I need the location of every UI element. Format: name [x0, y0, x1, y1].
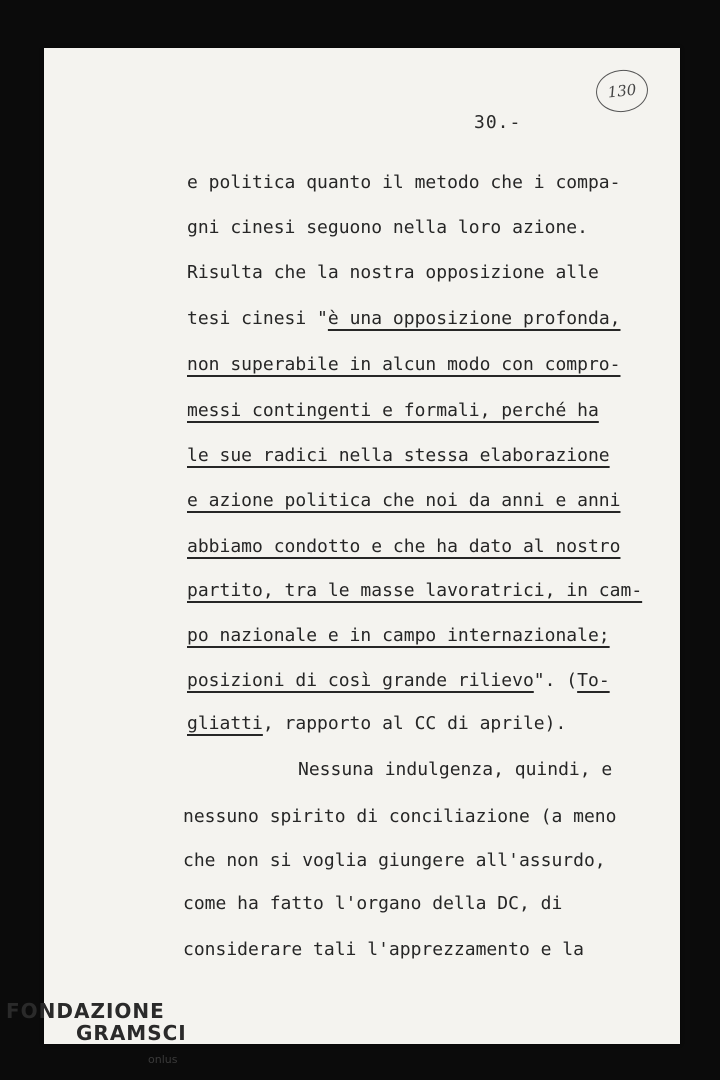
watermark-logo	[6, 1000, 187, 1044]
text-line	[183, 806, 616, 828]
text-segment: nessuno spirito di conciliazione (a meno	[183, 806, 617, 827]
text-line	[187, 580, 642, 602]
text-line	[187, 172, 620, 194]
text-segment: che non si voglia giungere all'assurdo,	[183, 850, 606, 871]
text-line	[183, 893, 562, 915]
underlined-text: To-	[577, 670, 610, 691]
text-line	[183, 850, 606, 872]
watermark-sub: onlus	[148, 1053, 178, 1066]
underlined-text: non superabile in alcun modo con compro-	[187, 354, 621, 375]
watermark-line2: GRAMSCI	[76, 1021, 187, 1045]
underlined-text: gliatti	[187, 713, 263, 734]
text-line	[187, 400, 599, 422]
text-line	[298, 759, 612, 781]
text-line	[187, 445, 610, 467]
page-number: 30.-	[474, 112, 522, 133]
text-line	[187, 713, 566, 735]
text-line	[187, 262, 599, 284]
text-segment: Risulta che la nostra opposizione alle	[187, 262, 599, 283]
watermark-line1: FONDAZIONE	[6, 999, 165, 1023]
text-line	[187, 308, 621, 330]
underlined-text: e azione politica che noi da anni e anni	[187, 490, 621, 511]
text-segment: tesi cinesi "	[187, 308, 328, 329]
text-line	[187, 490, 620, 512]
text-line	[187, 354, 620, 376]
underlined-text: abbiamo condotto e che ha dato al nostro	[187, 536, 621, 557]
text-line	[187, 536, 620, 558]
underlined-text: è una opposizione profonda,	[327, 308, 621, 329]
underlined-text: posizioni di così grande rilievo	[187, 670, 534, 691]
text-segment: e politica quanto il metodo che i compa-	[187, 172, 621, 193]
underlined-text: partito, tra le masse lavoratrici, in cam-	[187, 580, 643, 601]
underlined-text: messi contingenti e formali, perché ha	[187, 400, 599, 421]
text-segment: gni cinesi seguono nella loro azione.	[187, 217, 588, 238]
text-segment: Nessuna indulgenza, quindi, e	[298, 759, 613, 780]
text-line	[187, 670, 610, 692]
text-line	[187, 625, 610, 647]
underlined-text: po nazionale e in campo internazionale;	[187, 625, 610, 646]
text-segment: come ha fatto l'organo della DC, di	[183, 893, 563, 914]
archive-mark: 130	[606, 80, 638, 102]
text-segment: ". (	[533, 670, 578, 691]
text-segment: considerare tali l'apprezzamento e la	[183, 939, 584, 960]
text-line	[187, 217, 588, 239]
text-line	[183, 939, 584, 961]
underlined-text: le sue radici nella stessa elaborazione	[187, 445, 610, 466]
text-segment: , rapporto al CC di aprile).	[262, 713, 567, 734]
